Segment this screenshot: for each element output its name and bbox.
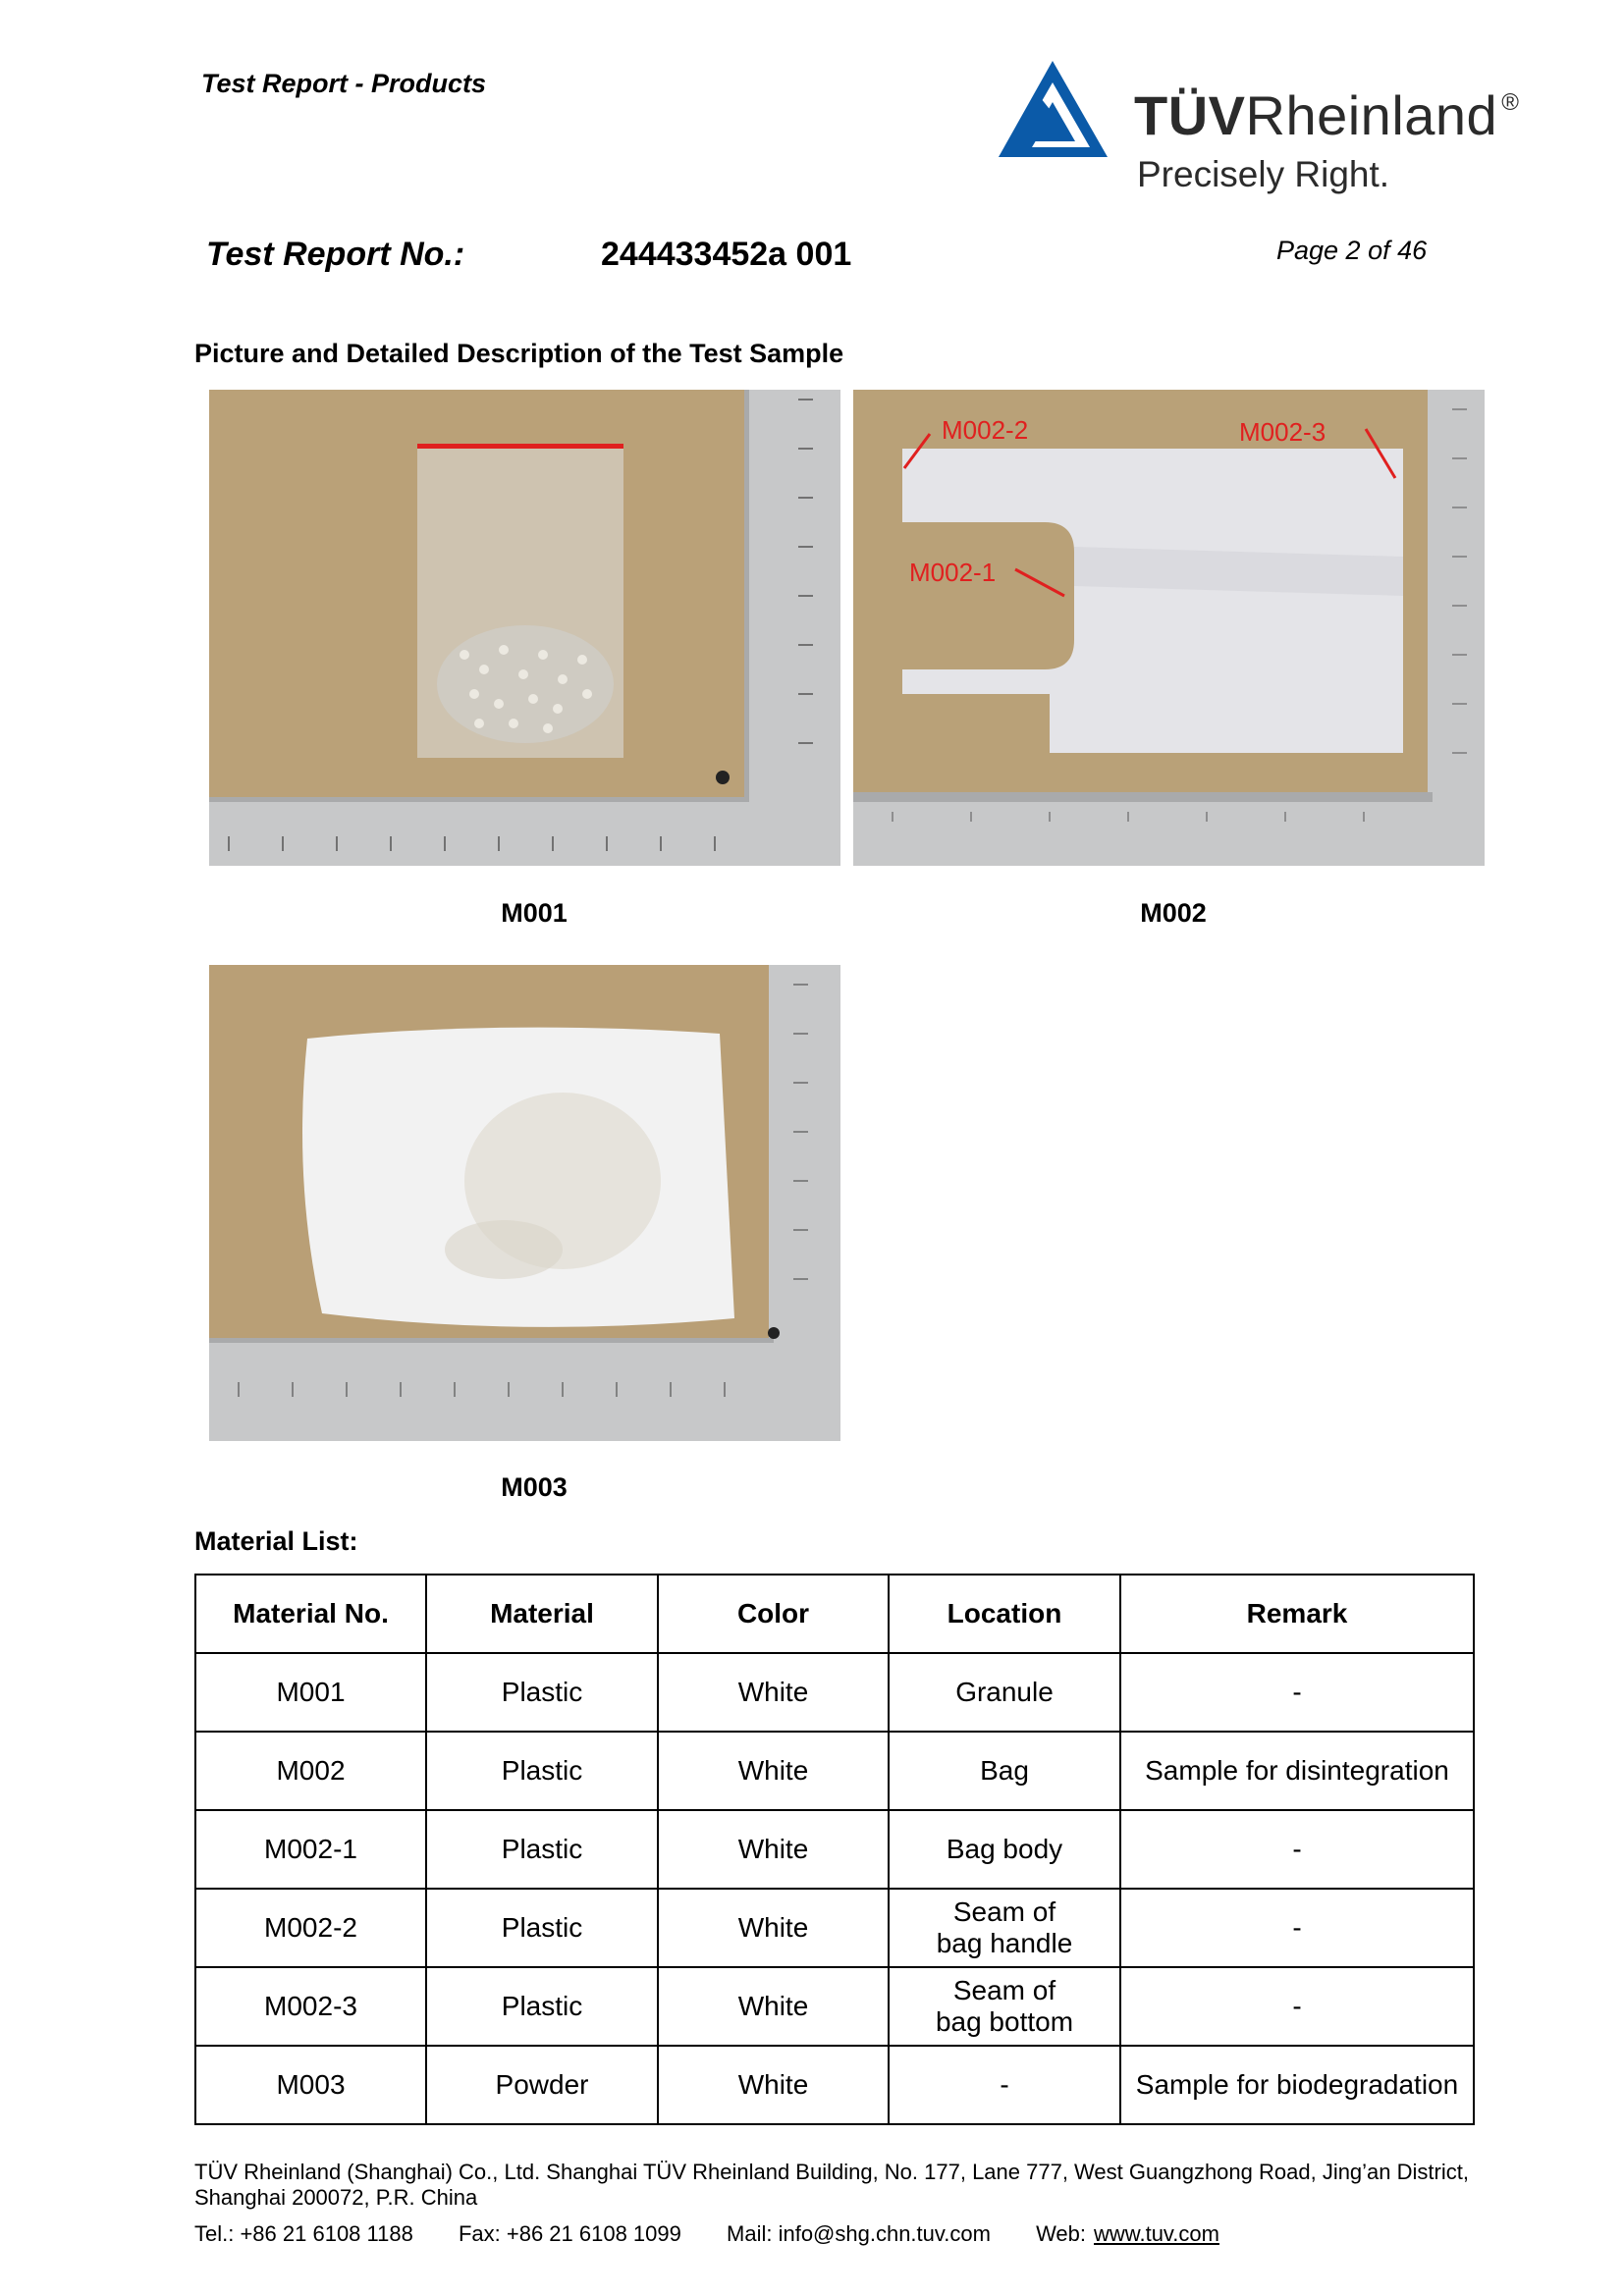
table-cell: - (1120, 1967, 1474, 2046)
footer-mail: Mail: info@shg.chn.tuv.com (727, 2221, 991, 2246)
column-header: Location (889, 1575, 1120, 1653)
column-header: Material (426, 1575, 658, 1653)
footer-address: TÜV Rheinland (Shanghai) Co., Ltd. Shanghai TÜV Rheinland Building, No. 177, Lane 777, West Guangzhong Road, Jing’an District, Shanghai 200072, P.R. China (194, 2160, 1469, 2210)
caption-m002: M002 (1140, 898, 1207, 928)
column-header: Color (658, 1575, 889, 1653)
table-cell: M003 (195, 2046, 426, 2124)
tuv-logo (997, 54, 1546, 201)
table-cell: Seam of bag bottom (889, 1967, 1120, 2046)
footer-web: Web: www.tuv.com (1036, 2221, 1219, 2246)
table-cell: Plastic (426, 1810, 658, 1889)
table-cell: White (658, 1810, 889, 1889)
annotation-m002-1: M002-1 (909, 558, 997, 587)
table-cell: - (1120, 1889, 1474, 1967)
table-cell: Sample for biodegradation (1120, 2046, 1474, 2124)
table-cell: Granule (889, 1653, 1120, 1732)
column-header: Remark (1120, 1575, 1474, 1653)
table-cell: Plastic (426, 1653, 658, 1732)
photo-m002 (853, 390, 1485, 866)
table-cell: White (658, 1967, 889, 2046)
column-header: Material No. (195, 1575, 426, 1653)
table-cell: M001 (195, 1653, 426, 1732)
table-row (195, 1653, 1474, 1732)
caption-m001: M001 (501, 898, 568, 928)
table-cell: Plastic (426, 1732, 658, 1810)
logo-brand: TÜVRheinland ® (1134, 84, 1520, 146)
table-cell: White (658, 1889, 889, 1967)
footer-tel: Tel.: +86 21 6108 1188 (194, 2221, 413, 2246)
web-link[interactable]: www.tuv.com (1094, 2221, 1219, 2246)
material-list-title: Material List: (194, 1526, 358, 1556)
table-cell: White (658, 1732, 889, 1810)
photo-m003 (209, 965, 840, 1441)
table-cell: M002 (195, 1732, 426, 1810)
table-cell: Plastic (426, 1967, 658, 2046)
section-title: Picture and Detailed Description of the Test Sample (194, 339, 844, 368)
photo-m001 (209, 390, 840, 866)
table-cell: M002-3 (195, 1967, 426, 2046)
table-cell: - (1120, 1653, 1474, 1732)
report-number-value: 244433452a 001 (601, 236, 852, 273)
table-header-row (195, 1575, 1474, 1653)
report-number-label: Test Report No.: (206, 236, 465, 273)
table-cell: Plastic (426, 1889, 658, 1967)
page-number: Page 2 of 46 (1276, 236, 1428, 265)
table-cell: White (658, 2046, 889, 2124)
table-cell: White (658, 1653, 889, 1732)
table-cell: Seam of bag handle (889, 1889, 1120, 1967)
table-cell: Bag (889, 1732, 1120, 1810)
triangle-logo-icon (997, 59, 1110, 162)
annotation-m002-3: M002-3 (1239, 417, 1326, 447)
table-row (195, 1967, 1474, 2046)
table-cell: Powder (426, 2046, 658, 2124)
table-cell: Bag body (889, 1810, 1120, 1889)
table-cell: M002-2 (195, 1889, 426, 1967)
table-cell: - (1120, 1810, 1474, 1889)
header-title: Test Report - Products (201, 69, 487, 98)
table-cell: - (889, 2046, 1120, 2124)
footer-contact (194, 2221, 1259, 2247)
footer-fax: Fax: +86 21 6108 1099 (458, 2221, 681, 2246)
table-row (195, 1732, 1474, 1810)
caption-m003: M003 (501, 1472, 568, 1502)
table-cell: Sample for disintegration (1120, 1732, 1474, 1810)
table-cell: M002-1 (195, 1810, 426, 1889)
table-row (195, 1889, 1474, 1967)
table-row (195, 2046, 1474, 2124)
material-table (194, 1574, 1475, 2125)
logo-tagline: Precisely Right. (1137, 154, 1390, 194)
annotation-m002-2: M002-2 (942, 415, 1029, 445)
table-row (195, 1810, 1474, 1889)
